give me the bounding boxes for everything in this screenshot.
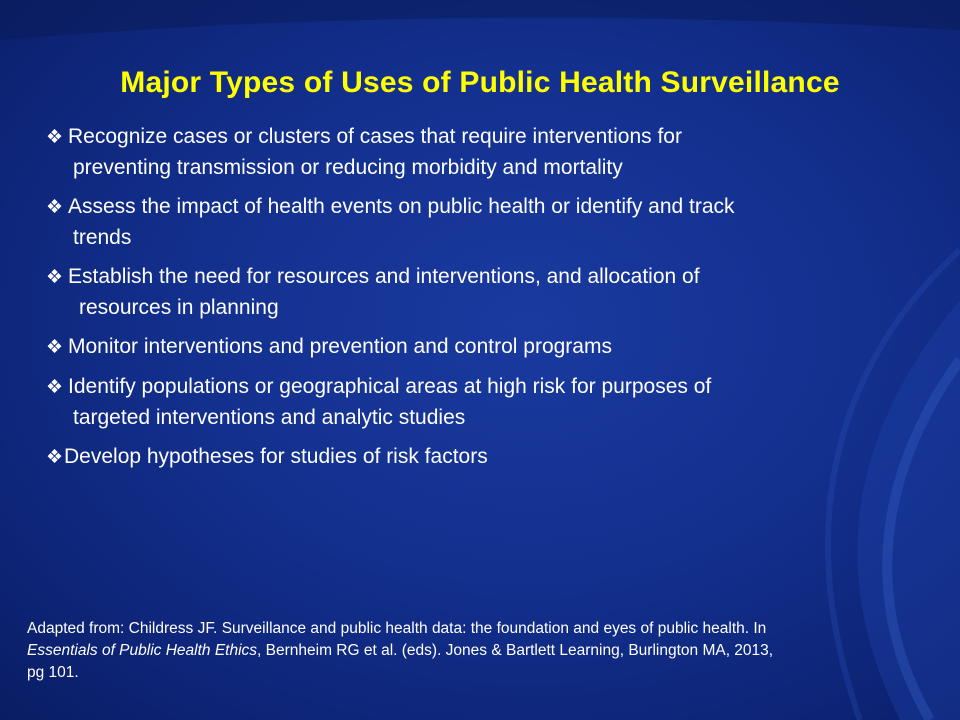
diamond-bullet-icon: ❖	[46, 267, 64, 288]
bullet-text: preventing transmission or reducing morbidity and mortality	[73, 156, 623, 179]
bullet-text: targeted interventions and analytic studies	[73, 406, 466, 429]
citation-book-title: Essentials of Public Health Ethics	[27, 642, 258, 659]
citation-prefix: Adapted from: Childress JF. Surveillance and public health data: the foundation and eyes of public health. In	[27, 620, 767, 637]
diamond-bullet-icon: ❖	[46, 447, 64, 468]
citation-suffix: , Bernheim RG et al. (eds). Jones & Bartlett Learning, Burlington MA, 2013,	[257, 642, 774, 659]
bullet-item	[46, 262, 936, 323]
bullet-text: resources in planning	[79, 296, 279, 319]
diamond-bullet-icon: ❖	[46, 377, 64, 398]
bullet-text: Monitor interventions and prevention and control programs	[68, 335, 612, 358]
bullet-list	[46, 122, 936, 482]
diamond-bullet-icon: ❖	[46, 197, 64, 218]
bullet-item	[46, 442, 936, 473]
citation-page: pg 101.	[27, 664, 79, 681]
bullet-text: Develop hypotheses for studies of risk factors	[64, 445, 488, 468]
source-citation	[27, 618, 937, 684]
bullet-text: Identify populations or geographical areas at high risk for purposes of	[68, 375, 712, 398]
slide-title: Major Types of Uses of Public Health Surveillance	[120, 66, 840, 99]
bullet-text: Establish the need for resources and interventions, and allocation of	[68, 265, 700, 288]
diamond-bullet-icon: ❖	[46, 127, 64, 148]
bullet-text: Assess the impact of health events on public health or identify and track	[68, 195, 735, 218]
bullet-text: Recognize cases or clusters of cases that require interventions for	[68, 125, 682, 148]
bullet-item	[46, 122, 936, 183]
bullet-item	[46, 192, 936, 253]
bullet-item	[46, 372, 936, 433]
bullet-text: trends	[73, 226, 132, 249]
diamond-bullet-icon: ❖	[46, 337, 64, 358]
bullet-item	[46, 332, 936, 363]
